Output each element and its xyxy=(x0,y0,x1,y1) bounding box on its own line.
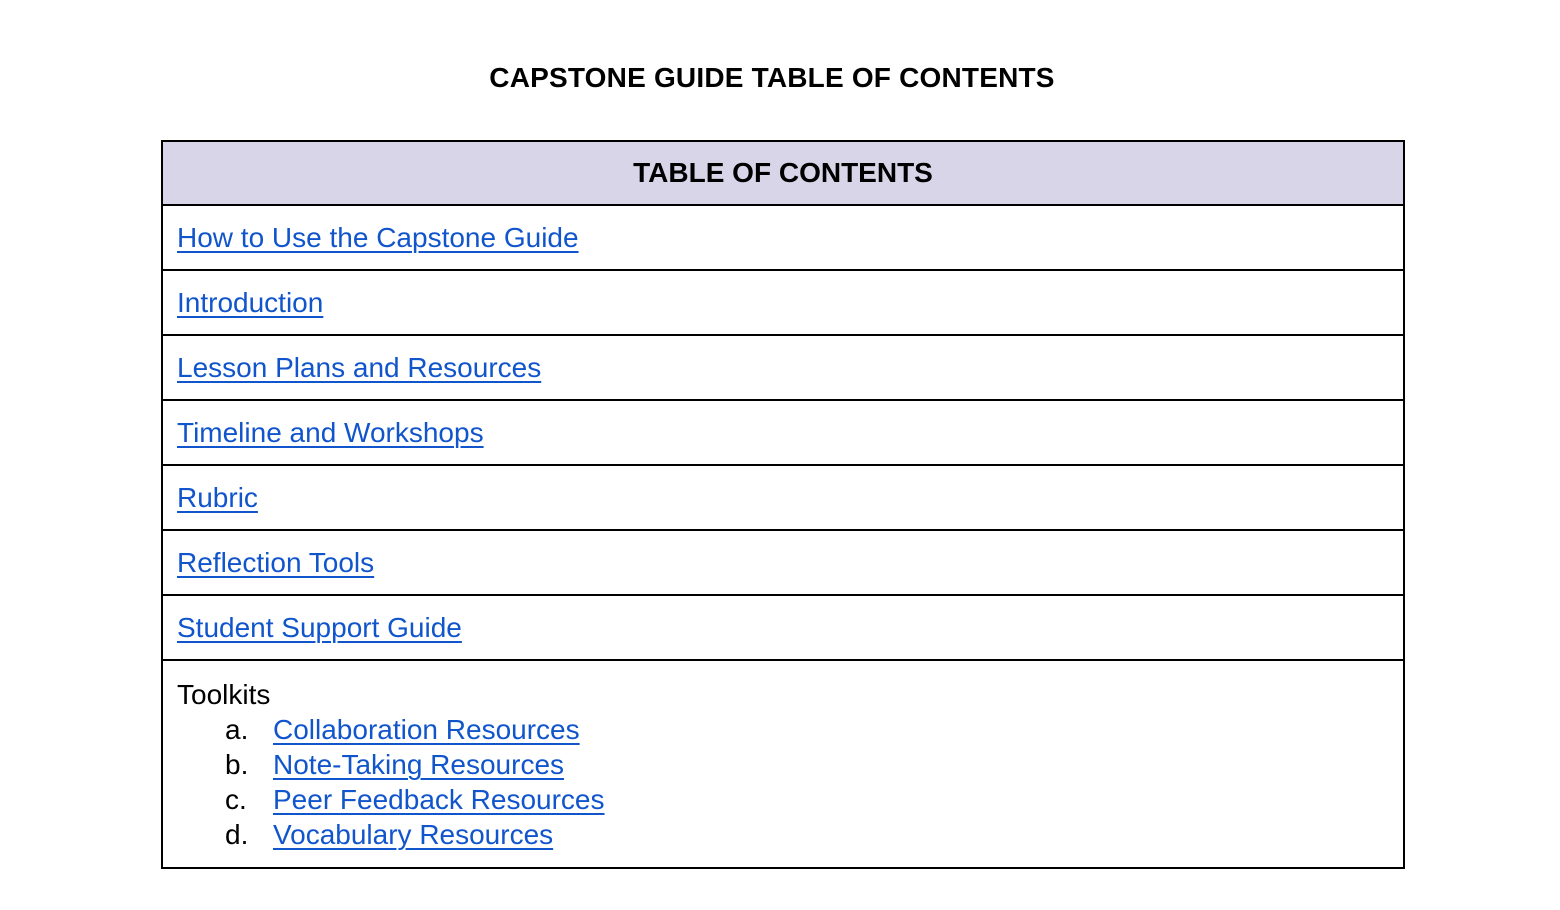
toc-table xyxy=(161,140,1405,869)
list-marker: a. xyxy=(225,714,249,745)
toolkit-link-collaboration[interactable]: Collaboration Resources xyxy=(273,714,580,745)
toc-header: TABLE OF CONTENTS xyxy=(163,142,1403,206)
toc-row xyxy=(163,466,1403,531)
toc-link-student-support[interactable]: Student Support Guide xyxy=(177,611,462,643)
list-marker: d. xyxy=(225,819,249,850)
toc-link-rubric[interactable]: Rubric xyxy=(177,481,258,513)
toc-row xyxy=(163,531,1403,596)
toolkits-cell xyxy=(163,661,1403,867)
toolkit-item xyxy=(177,817,1403,852)
toc-row xyxy=(163,401,1403,466)
toc-link-timeline[interactable]: Timeline and Workshops xyxy=(177,416,484,448)
toc-link-lesson-plans[interactable]: Lesson Plans and Resources xyxy=(177,351,542,383)
toolkit-link-note-taking[interactable]: Note-Taking Resources xyxy=(273,749,565,780)
toolkit-item xyxy=(177,747,1403,782)
toc-link-reflection-tools[interactable]: Reflection Tools xyxy=(177,546,375,578)
page-title: CAPSTONE GUIDE TABLE OF CONTENTS xyxy=(489,62,1055,93)
toc-link-introduction[interactable]: Introduction xyxy=(177,286,324,318)
toolkit-item xyxy=(177,712,1403,747)
toolkits-label: Toolkits xyxy=(177,679,271,710)
toc-link-how-to-use[interactable]: How to Use the Capstone Guide xyxy=(177,221,579,253)
toolkit-item xyxy=(177,782,1403,817)
list-marker: c. xyxy=(225,784,247,815)
toc-row xyxy=(163,271,1403,336)
toc-row xyxy=(163,336,1403,401)
toolkits-list xyxy=(177,712,1403,852)
toolkit-link-peer-feedback[interactable]: Peer Feedback Resources xyxy=(273,784,605,815)
list-marker: b. xyxy=(225,749,249,780)
toc-row xyxy=(163,206,1403,271)
toolkit-link-vocabulary[interactable]: Vocabulary Resources xyxy=(273,819,554,850)
toc-row xyxy=(163,596,1403,661)
